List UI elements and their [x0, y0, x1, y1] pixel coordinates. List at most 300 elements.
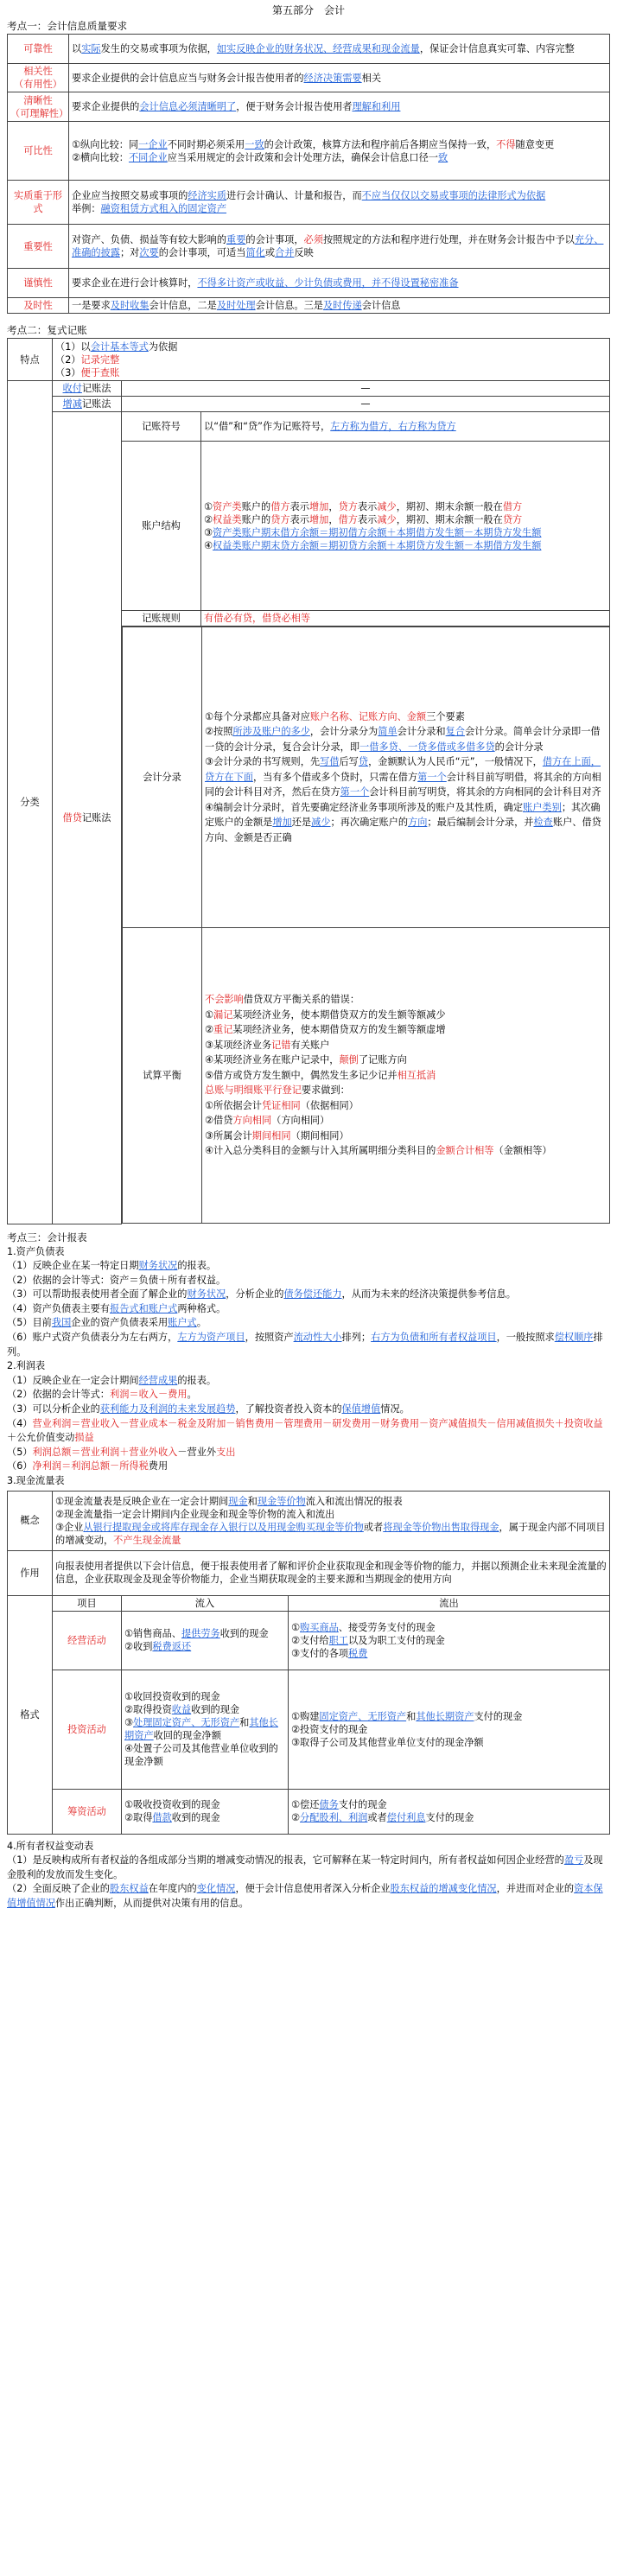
text-segment: 记错 — [271, 1039, 291, 1051]
quality-name — [8, 92, 69, 122]
text-segment: ② — [205, 1024, 214, 1036]
text-segment: 。 — [196, 1317, 207, 1329]
text-segment: 不得多计资产或收益、少计负债或费用，并不得设置秘密准备 — [197, 277, 459, 289]
text-segment: 记账法 — [81, 398, 111, 410]
text-segment: 支出 — [216, 1446, 236, 1458]
text-segment: 表示 — [289, 500, 309, 512]
zhanghu-content — [201, 442, 610, 611]
text-segment: 应当采用规定的会计政策和会计处理方法，确保会计信息口径一 — [167, 151, 438, 163]
text-segment: 会计信息。三是 — [255, 300, 323, 311]
text-segment: 向报表使用者提供以下会计信息，便于报表使用者了解和评价企业获取现金和现金等价物的能力，并据以预测企业未来现金流量的信息，企业获取现金及现金等价物能力，企业当期获取现金的主要来源和当期现金的使用方向 — [55, 1561, 607, 1586]
text-line — [55, 1521, 607, 1547]
text-segment: ，期初、期末余额一般在 — [396, 513, 503, 525]
text-segment: 3.现金流量表 — [7, 1475, 65, 1486]
text-segment: 现金等价物 — [257, 1495, 306, 1507]
text-segment: （依据相同） — [300, 1099, 359, 1111]
text-segment: ① — [204, 500, 213, 512]
text-segment: （方向相同） — [271, 1115, 330, 1127]
text-line — [205, 1008, 607, 1023]
text-segment: ②借贷 — [205, 1115, 233, 1127]
text-segment: 收益 — [171, 1704, 192, 1716]
jy-in — [122, 1611, 289, 1670]
text-segment: 借款 — [152, 1812, 172, 1824]
text-line — [205, 1068, 607, 1084]
text-segment: 企业的资产负债表采用 — [71, 1317, 169, 1329]
text-segment: ②支付给 — [291, 1634, 329, 1646]
text-segment: 账户的 — [241, 513, 271, 525]
text-segment: 会计科目前写明贷，将其余的方向相同的会计科目对齐 — [369, 786, 601, 798]
quality-name-text: 谨慎性 — [23, 277, 53, 289]
geshi-label: 格式 — [8, 1595, 53, 1834]
text-segment: 财务状况 — [187, 1288, 226, 1301]
sec3-title: 考点三：会计报表 — [7, 1231, 87, 1243]
text-segment: 致 — [438, 151, 448, 163]
text-segment: 金额合计相等 — [436, 1145, 494, 1157]
quality-name — [8, 35, 69, 64]
text-segment: ，属于现金内部不同项目的增减变动， — [55, 1521, 606, 1546]
text-line — [205, 1143, 607, 1159]
text-segment: 所涉及账户的多少 — [232, 726, 310, 738]
text-line — [124, 1798, 285, 1811]
text-segment: 一企业 — [138, 138, 168, 150]
text-line — [7, 1374, 610, 1389]
text-segment: 记账法 — [81, 383, 111, 394]
text-segment: 资产类 — [213, 500, 242, 512]
text-segment: 其他长期资产 — [416, 1710, 474, 1722]
text-segment: 举例： — [72, 203, 101, 214]
text-segment: ，期初、期末余额一般在 — [396, 500, 503, 512]
text-segment: ， — [328, 500, 339, 512]
text-segment: （3）可以分析企业的 — [7, 1403, 100, 1415]
text-segment: 便于查账 — [80, 366, 120, 378]
text-segment: ③ — [124, 1717, 134, 1729]
text-segment: 贷方 — [270, 513, 290, 525]
text-line — [55, 1495, 607, 1508]
text-line — [205, 1038, 607, 1053]
text-line — [205, 709, 607, 725]
text-segment: ②横向比较： — [72, 151, 129, 163]
text-segment: 不会影响 — [205, 994, 244, 1006]
text-segment: 会计基本等式 — [90, 340, 149, 353]
quality-name — [8, 298, 69, 314]
text-segment: 损失 — [467, 1417, 487, 1429]
text-segment: 和 — [239, 1717, 250, 1729]
text-segment: 固定资产、无形资产 — [319, 1710, 407, 1722]
text-line — [7, 1417, 610, 1446]
text-segment: 费用 — [148, 1460, 169, 1472]
cz-out — [289, 1789, 610, 1834]
quality-name — [8, 181, 69, 225]
text-segment: 不同企业 — [128, 151, 168, 163]
text-segment: 还是 — [291, 817, 312, 829]
text-line — [7, 1446, 610, 1460]
text-line — [124, 1690, 285, 1703]
text-segment: 贷方 — [502, 513, 523, 525]
text-line — [7, 1331, 610, 1359]
text-segment: 获利能力及利润的未来发展趋势 — [99, 1403, 236, 1415]
text-line — [7, 1302, 610, 1317]
text-segment: （2）全面反映了企业的 — [7, 1883, 110, 1895]
sec4-text — [7, 1840, 610, 1911]
text-segment: ④处置子公司及其他营业单位收到的现金净额 — [124, 1743, 278, 1768]
text-segment: ① — [205, 1008, 214, 1021]
text-segment: 相关 — [361, 72, 382, 84]
text-segment: 分配股利、利润 — [300, 1812, 368, 1824]
text-segment: 颠倒 — [339, 1054, 359, 1066]
text-segment: 记账法 — [81, 811, 111, 824]
text-segment: 账户、借贷方向、金额是否正确 — [205, 817, 601, 843]
text-line — [7, 1402, 610, 1417]
quality-desc — [69, 122, 610, 181]
text-segment: 左方为资产项目 — [177, 1332, 245, 1344]
text-segment: 4.所有者权益变动表 — [7, 1840, 94, 1852]
text-segment: 理解和利用 — [352, 101, 401, 112]
text-segment: 一致 — [245, 138, 264, 150]
text-line — [7, 1474, 610, 1489]
text-segment: 2.利润表 — [7, 1360, 46, 1372]
text-segment: 实际 — [81, 43, 101, 54]
text-segment: （5） — [7, 1446, 33, 1458]
text-segment: 营业利润＝营业收入－营业成本－税金及附加－销售费用－管理费用－研发费用－财务费用－资产减值 — [32, 1417, 468, 1429]
text-segment: －信用减值损失＋投资收益 — [487, 1417, 603, 1429]
text-line — [205, 1129, 607, 1144]
text-segment: 两种格式。 — [177, 1302, 226, 1314]
text-segment: 不同时期必须采用 — [167, 138, 245, 150]
quality-row — [8, 122, 610, 181]
text-line — [55, 366, 607, 379]
shisuan-label: 试算平衡 — [123, 928, 202, 1224]
zengjian-dash: — — [122, 397, 610, 412]
jiedai-label — [53, 412, 122, 1224]
text-segment: 借方在上面，贷方在下面 — [205, 756, 601, 783]
text-segment: 表示 — [289, 513, 309, 525]
text-line — [124, 1742, 285, 1768]
text-segment: （4）资产负债表主要有 — [7, 1302, 110, 1314]
text-segment: 融资租赁方式租入的固定资产 — [100, 203, 227, 214]
text-line — [291, 1710, 607, 1723]
text-segment: 的会计分录 — [494, 741, 544, 753]
text-segment: ③取得子公司及其他营业单位支付的现金净额 — [291, 1736, 484, 1748]
text-segment: 的报表。 — [177, 1374, 217, 1386]
text-segment: ③所属会计 — [205, 1129, 252, 1142]
quality-name-text: 相关性 — [23, 66, 53, 77]
text-segment: 从银行提取现金或将库存现金存入银行以及用现金购买现金等价物 — [83, 1521, 364, 1533]
fenlu-shisuan-wrap — [122, 627, 610, 1224]
text-segment: 在年度内的 — [148, 1883, 197, 1895]
text-segment: ②取得 — [124, 1812, 153, 1824]
text-segment: 及时处理 — [216, 300, 256, 311]
text-segment: ②按照 — [205, 726, 233, 738]
text-segment: 为依据 — [148, 340, 178, 353]
text-segment: 变化情况 — [196, 1883, 236, 1895]
quality-name-text: 可靠性 — [23, 43, 53, 54]
quality-row — [8, 269, 610, 298]
double-entry-table — [7, 338, 610, 1224]
text-segment: 增减 — [62, 398, 82, 410]
text-line — [55, 340, 607, 353]
text-segment: ， — [328, 513, 339, 525]
text-segment: ，按照资产 — [245, 1332, 294, 1344]
text-segment: ，会计分录分为 — [309, 726, 378, 738]
quality-name-text: 可比性 — [23, 145, 53, 156]
quality-name — [8, 225, 69, 269]
text-segment: ①所依据会计 — [205, 1099, 262, 1111]
text-line — [204, 513, 607, 526]
quality-name-text: （可理解性） — [10, 107, 69, 119]
text-segment: 盈亏 — [563, 1854, 584, 1867]
text-line — [124, 1703, 285, 1716]
quality-desc — [69, 64, 610, 92]
text-line — [55, 1560, 607, 1586]
text-segment: 简化 — [245, 247, 265, 258]
text-segment: 充分、准确的披露 — [72, 234, 604, 258]
text-segment: ，便于财务会计报告使用者 — [236, 101, 353, 112]
text-segment: （4） — [7, 1417, 33, 1429]
text-segment: 必须 — [303, 234, 323, 245]
text-segment: ①销售商品、 — [124, 1628, 181, 1640]
text-segment: 处理固定资产、无形资产 — [133, 1717, 240, 1729]
text-segment: 提供劳务 — [181, 1628, 220, 1640]
part-title: 第五部分 会计 — [271, 4, 345, 16]
tz-out — [289, 1670, 610, 1789]
text-segment: 减少 — [311, 817, 331, 829]
quality-name-text: 重要性 — [23, 240, 53, 252]
shoufu-dash: — — [122, 381, 610, 397]
guize-content — [201, 611, 610, 627]
text-segment: 以及为职工支付的现金 — [347, 1634, 445, 1646]
text-segment: 将现金等价物出售取得现金 — [383, 1521, 499, 1533]
quality-desc — [69, 92, 610, 122]
text-segment: 某项经济业务，使本期借贷双方的发生额等额减少 — [232, 1008, 446, 1021]
text-segment: 次要 — [139, 247, 159, 258]
quality-row — [8, 92, 610, 122]
text-segment: 偿权顺序 — [554, 1332, 594, 1344]
text-segment: 排列； — [341, 1332, 372, 1344]
text-segment: 以 — [72, 43, 82, 54]
text-segment: 企业应当按照交易或事项的 — [72, 190, 188, 201]
guize-label: 记账规则 — [122, 611, 201, 627]
text-segment: 某项经济业务，使本期借贷双方的发生额等额虚增 — [232, 1024, 446, 1036]
text-segment: 权益类账户期末贷方余额＝期初贷方余额＋本期贷方发生额－本期借方发生额 — [213, 539, 542, 551]
text-segment: ①现金流量表是反映企业在一定会计期间 — [55, 1495, 229, 1507]
text-segment: 支付的现金 — [474, 1710, 523, 1722]
text-segment: （2）依据的会计等式： — [7, 1389, 110, 1401]
text-segment: ，金额默认为人民币“元”，一般情况下， — [368, 756, 543, 768]
text-segment: 职工 — [328, 1634, 348, 1646]
text-segment: 不应当仅仅以交易或事项的法律形式为依据 — [361, 190, 546, 201]
quality-desc — [69, 298, 610, 314]
gainian-label: 概念 — [8, 1491, 53, 1550]
tedian-label: 特点 — [8, 339, 53, 381]
quality-row — [8, 298, 610, 314]
text-segment: 方向相同 — [232, 1115, 272, 1127]
text-segment: 收到的现金 — [171, 1812, 220, 1824]
text-segment: 会计信息，二是 — [149, 300, 217, 311]
text-segment: －营业外 — [177, 1446, 217, 1458]
text-segment: 反映 — [294, 247, 314, 258]
text-segment: ；对 — [119, 247, 140, 258]
text-segment: 损益 — [74, 1432, 94, 1444]
text-segment: 我国 — [51, 1317, 72, 1329]
fenlu-content — [202, 627, 610, 928]
text-segment: 及时收集 — [110, 300, 149, 311]
text-segment: 借方 — [502, 500, 523, 512]
text-segment: （1）以 — [55, 340, 91, 353]
quality-name-text: （有用性） — [14, 79, 62, 90]
text-segment: ③ — [204, 526, 213, 538]
text-segment: ②投资支付的现金 — [291, 1723, 368, 1735]
text-segment: ，保证会计信息真实可靠、内容完整 — [419, 43, 575, 54]
quality-name-text: 清晰性 — [23, 94, 53, 106]
quality-name — [8, 64, 69, 92]
text-segment: 账户类别 — [523, 801, 562, 813]
sec2-title: 考点二：复式记账 — [7, 324, 87, 336]
text-segment: ，一般按照求 — [496, 1332, 555, 1344]
text-segment: 流入和流出情况的报表 — [305, 1495, 403, 1507]
text-segment: ；其次确定账户的金额是 — [205, 801, 601, 829]
zhanghu-label: 账户结构 — [122, 442, 201, 611]
text-segment: 的会计政策，核算方法和程序前后各期应当保持一致， — [264, 138, 497, 150]
text-line — [205, 1053, 607, 1068]
text-segment: ，了解投资者投入资本的 — [235, 1403, 342, 1415]
text-segment: ②取得投资 — [124, 1704, 172, 1716]
quality-name-text: 及时性 — [23, 300, 53, 311]
text-segment: 股东权益的增减变化情况 — [390, 1883, 497, 1895]
quality-name — [8, 269, 69, 298]
text-segment: ② — [291, 1812, 301, 1824]
quality-desc — [69, 35, 610, 64]
text-segment: 经济实质 — [188, 190, 227, 201]
text-segment: ②现金流量指一定会计期间内企业现金和现金等价物的流入和流出 — [55, 1508, 335, 1520]
text-segment: 重要 — [226, 234, 246, 245]
liuchu-header: 流出 — [289, 1595, 610, 1611]
text-segment: 或 — [264, 247, 276, 258]
text-segment: ③支付的各项 — [291, 1647, 348, 1659]
text-segment: 及时传递 — [322, 300, 362, 311]
text-line — [205, 1098, 607, 1114]
text-line — [205, 724, 607, 754]
text-segment: 作出正确判断，从而提供对决策有用的信息。 — [54, 1897, 249, 1909]
zengjian-label — [53, 397, 122, 412]
text-segment: 债务偿还能力 — [283, 1288, 342, 1301]
text-segment: ④计入总分类科目的金额与计入其所属明细分类科目的 — [205, 1145, 436, 1157]
text-segment: 要求企业提供的 — [72, 101, 140, 112]
shoufu-label — [53, 381, 122, 397]
text-segment: 财务状况 — [138, 1260, 178, 1272]
text-line — [204, 500, 607, 513]
text-line — [291, 1634, 607, 1647]
text-segment: 有关账户 — [290, 1039, 330, 1051]
gainian-content — [53, 1491, 610, 1550]
text-segment: 流动性大小 — [293, 1332, 342, 1344]
quality-row — [8, 225, 610, 269]
text-segment: 或者 — [367, 1812, 387, 1824]
xiangmu-header: 项目 — [53, 1595, 122, 1611]
text-segment: 记录完整 — [80, 353, 120, 366]
cashflow-table — [7, 1491, 610, 1835]
text-segment: 右方为负债和所有者权益项目 — [371, 1332, 497, 1344]
text-segment: 如实反映企业的财务状况、经营成果和现金流量 — [216, 43, 420, 54]
jy-out — [289, 1611, 610, 1670]
text-segment: 1.资产负债表 — [7, 1245, 65, 1257]
text-segment: 其他长期资产 — [124, 1717, 278, 1742]
text-segment: 重记 — [213, 1024, 233, 1036]
sec1-title: 考点一：会计信息质量要求 — [7, 20, 128, 32]
zuoyong-content — [53, 1550, 610, 1595]
text-segment: 减少 — [377, 513, 397, 525]
text-line — [55, 353, 607, 366]
text-line — [291, 1798, 607, 1811]
text-line — [7, 1274, 610, 1288]
text-segment: 账户名称、记账方向、金额 — [309, 710, 427, 722]
text-segment: 凭证相同 — [261, 1099, 301, 1111]
text-segment: 收付 — [62, 383, 82, 394]
text-segment: ，当有多个借或多个贷时，只需在借方 — [252, 771, 418, 783]
text-segment: 表示 — [357, 513, 378, 525]
text-segment: ①偿还 — [291, 1799, 320, 1811]
tedian-content — [53, 339, 610, 381]
text-segment: 购买商品 — [300, 1621, 339, 1633]
text-segment: 第一个 — [340, 786, 370, 798]
text-segment: ③某项经济业务 — [205, 1039, 272, 1051]
text-segment: ①购建 — [291, 1710, 320, 1722]
fenlu-subtable — [122, 627, 610, 1224]
text-segment: ⑤借方或贷方发生额中，偶然发生多记少记并 — [205, 1069, 398, 1081]
tz-in — [122, 1670, 289, 1789]
text-segment: 第一个 — [417, 771, 447, 783]
text-segment: ①收回投资收到的现金 — [124, 1691, 220, 1703]
text-segment: ，从而为未来的经济决策提供参考信息。 — [341, 1288, 516, 1301]
jizhang-fuhao-label: 记账符号 — [122, 412, 201, 442]
text-segment: （3）可以帮助报表使用者全面了解企业的 — [7, 1288, 188, 1301]
text-segment: （6）账户式资产负债表分为左右两方， — [7, 1332, 178, 1344]
text-segment: 和 — [406, 1710, 417, 1722]
text-segment: 相互抵消 — [397, 1069, 436, 1081]
quality-row — [8, 35, 610, 64]
text-segment: 支付的现金 — [425, 1812, 474, 1824]
text-segment: 以“借”和“贷”作为记账符号， — [204, 421, 331, 432]
text-segment: 资本保值增值情况 — [7, 1883, 603, 1909]
text-segment: ④某项经济业务在账户记录中， — [205, 1054, 340, 1066]
text-segment: （期间相同） — [290, 1129, 349, 1142]
text-segment: 情况。 — [380, 1403, 410, 1415]
fenlu-label: 会计分录 — [123, 627, 202, 928]
text-line — [291, 1647, 607, 1660]
text-segment: ，并进而对企业的 — [496, 1883, 575, 1895]
text-segment: 随意变更 — [515, 138, 555, 150]
text-segment: 的会计事项，可适当 — [158, 247, 246, 258]
text-segment: 左方称为借方，右方称为贷方 — [330, 421, 456, 432]
text-line — [124, 1716, 285, 1742]
text-segment: 漏记 — [213, 1008, 233, 1021]
text-line — [7, 1288, 610, 1302]
text-segment: 税费 — [347, 1647, 368, 1659]
text-line — [55, 1508, 607, 1521]
text-line — [205, 1022, 607, 1038]
text-segment: 合并 — [275, 247, 295, 258]
text-segment: 总账与明细账平行登记 — [205, 1084, 302, 1097]
sec3-text — [7, 1245, 610, 1489]
fenlei-label: 分类 — [8, 381, 53, 1224]
text-segment: 经济决策需要 — [303, 72, 362, 84]
text-segment: 利润＝收入－费用 — [110, 1389, 188, 1401]
text-line — [7, 1316, 610, 1331]
text-line — [204, 526, 607, 539]
quality-desc — [69, 181, 610, 225]
text-segment: 借方 — [270, 500, 290, 512]
text-segment: 股东权益 — [110, 1883, 149, 1895]
text-segment: 一是要求 — [72, 300, 111, 311]
